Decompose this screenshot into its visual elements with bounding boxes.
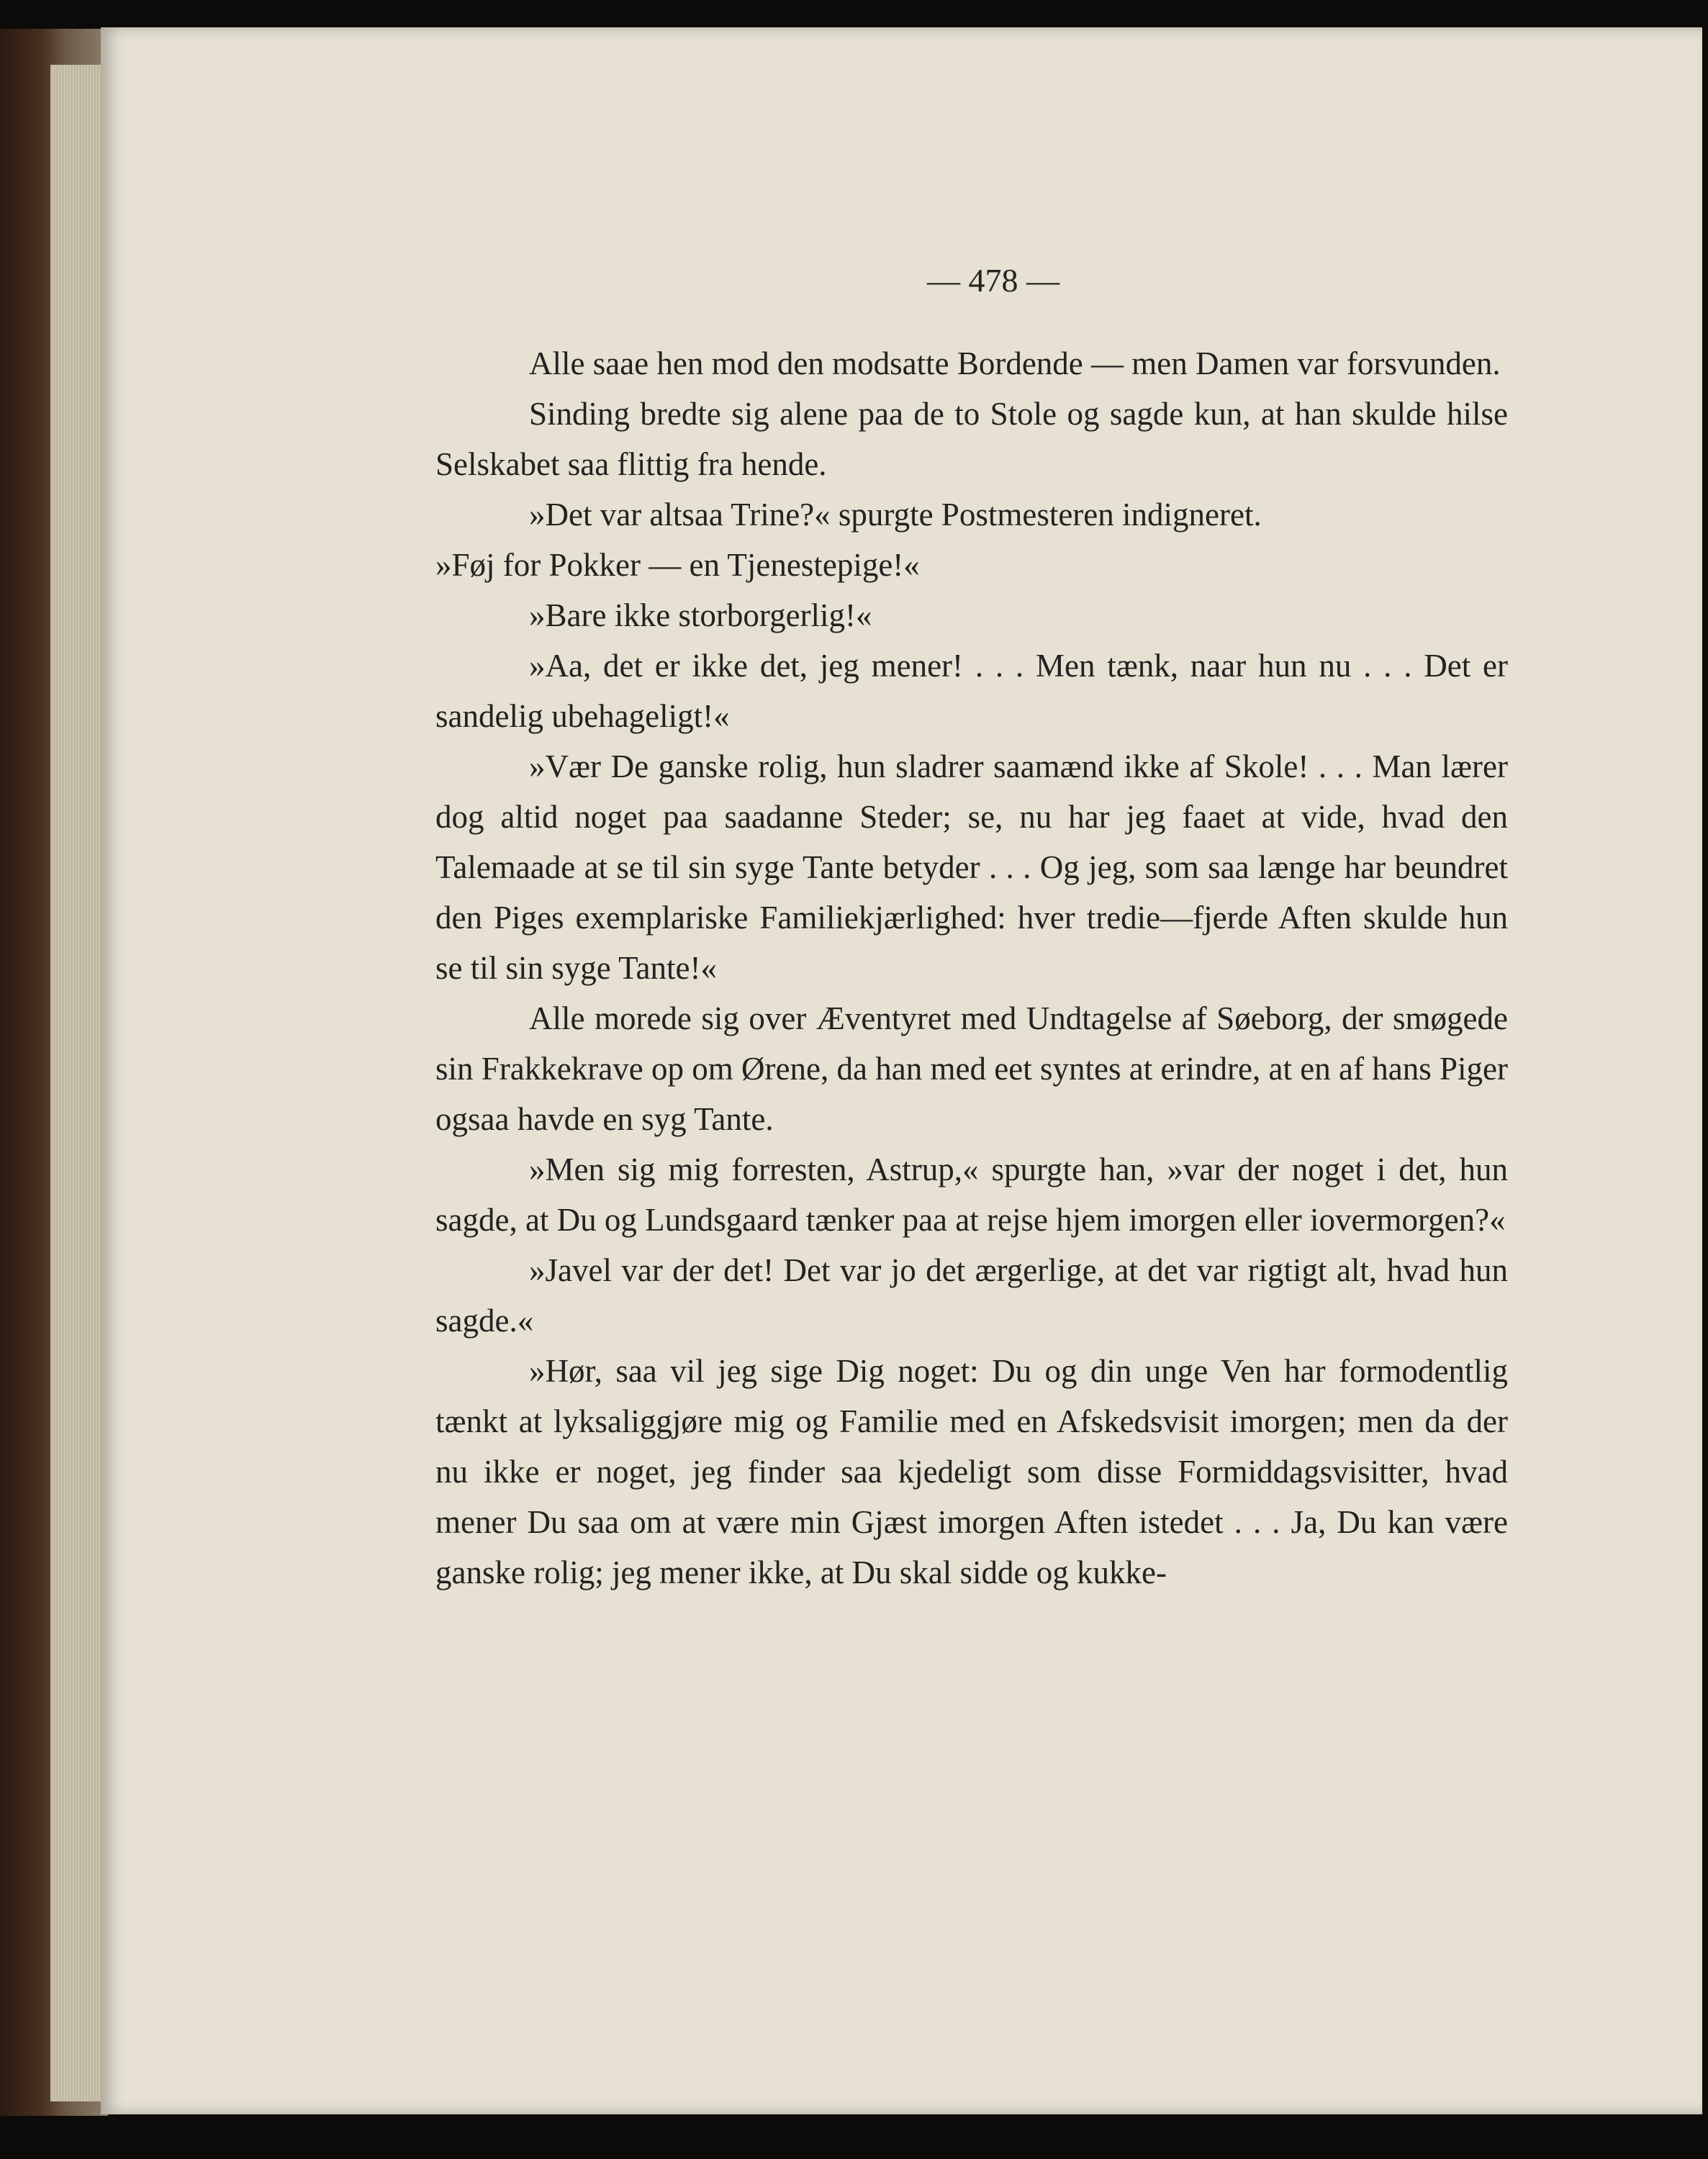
paragraph: »Det var altsaa Trine?« spurgte Postmesteren indigneret.: [529, 497, 1262, 533]
paragraph: Alle saae hen mod den modsatte Bordende — men Damen var forsvunden.: [529, 345, 1501, 381]
paragraph: Sinding bredte sig alene paa de to Stole og sagde kun, at han skulde hilse Selskabet saa flittig fra hende.: [435, 396, 1508, 482]
page-body-text: [435, 338, 1508, 1598]
paragraph: »Aa, det er ikke det, jeg mener! . . . Men tænk, naar hun nu . . . Det er sandelig ubehageligt!«: [435, 648, 1508, 734]
paragraph: Alle morede sig over Æventyret med Undtagelse af Søeborg, der smøgede sin Frakkekrave op om Ørene, da han med eet syntes at erindre, at en af hans Piger ogsaa havde en syg Tante.: [435, 1000, 1508, 1137]
paragraph: »Hør, saa vil jeg sige Dig noget: Du og din unge Ven har formodentlig tænkt at lyksaliggjøre mig og Familie med en Afskedsvisit imorgen; men da der nu ikke er noget, jeg finder saa kjedeligt som disse Formiddagsvisitter, hvad mener Du saa om at være min Gjæst imorgen Aften istedet . . . Ja, Du kan være ganske rolig; jeg mener ikke, at Du skal sidde og kukke-: [435, 1353, 1508, 1590]
paragraph: »Bare ikke storborgerlig!«: [529, 597, 872, 633]
paragraph: »Men sig mig forresten, Astrup,« spurgte han, »var der noget i det, hun sagde, at Du og Lundsgaard tænker paa at rejse hjem imorgen eller iovermorgen?«: [435, 1151, 1508, 1238]
paragraph: »Føj for Pokker — en Tjenestepige!«: [435, 547, 920, 583]
page-number: — 478 —: [927, 262, 1059, 299]
page-stack-edge: [50, 65, 108, 2101]
paragraph: »Javel var der det! Det var jo det ærgerlige, at det var rigtigt alt, hvad hun sagde.«: [435, 1252, 1508, 1339]
paragraph: »Vær De ganske rolig, hun sladrer saamænd ikke af Skole! . . . Man lærer dog altid noget paa saadanne Steder; se, nu har jeg faaet at vide, hvad den Talemaade at se til sin syge Tante betyder . . . Og jeg, som saa længe har beundret den Piges exemplariske Familiekjærlighed: hver tredie—fjerde Aften skulde hun se til sin syge Tante!«: [435, 748, 1508, 986]
